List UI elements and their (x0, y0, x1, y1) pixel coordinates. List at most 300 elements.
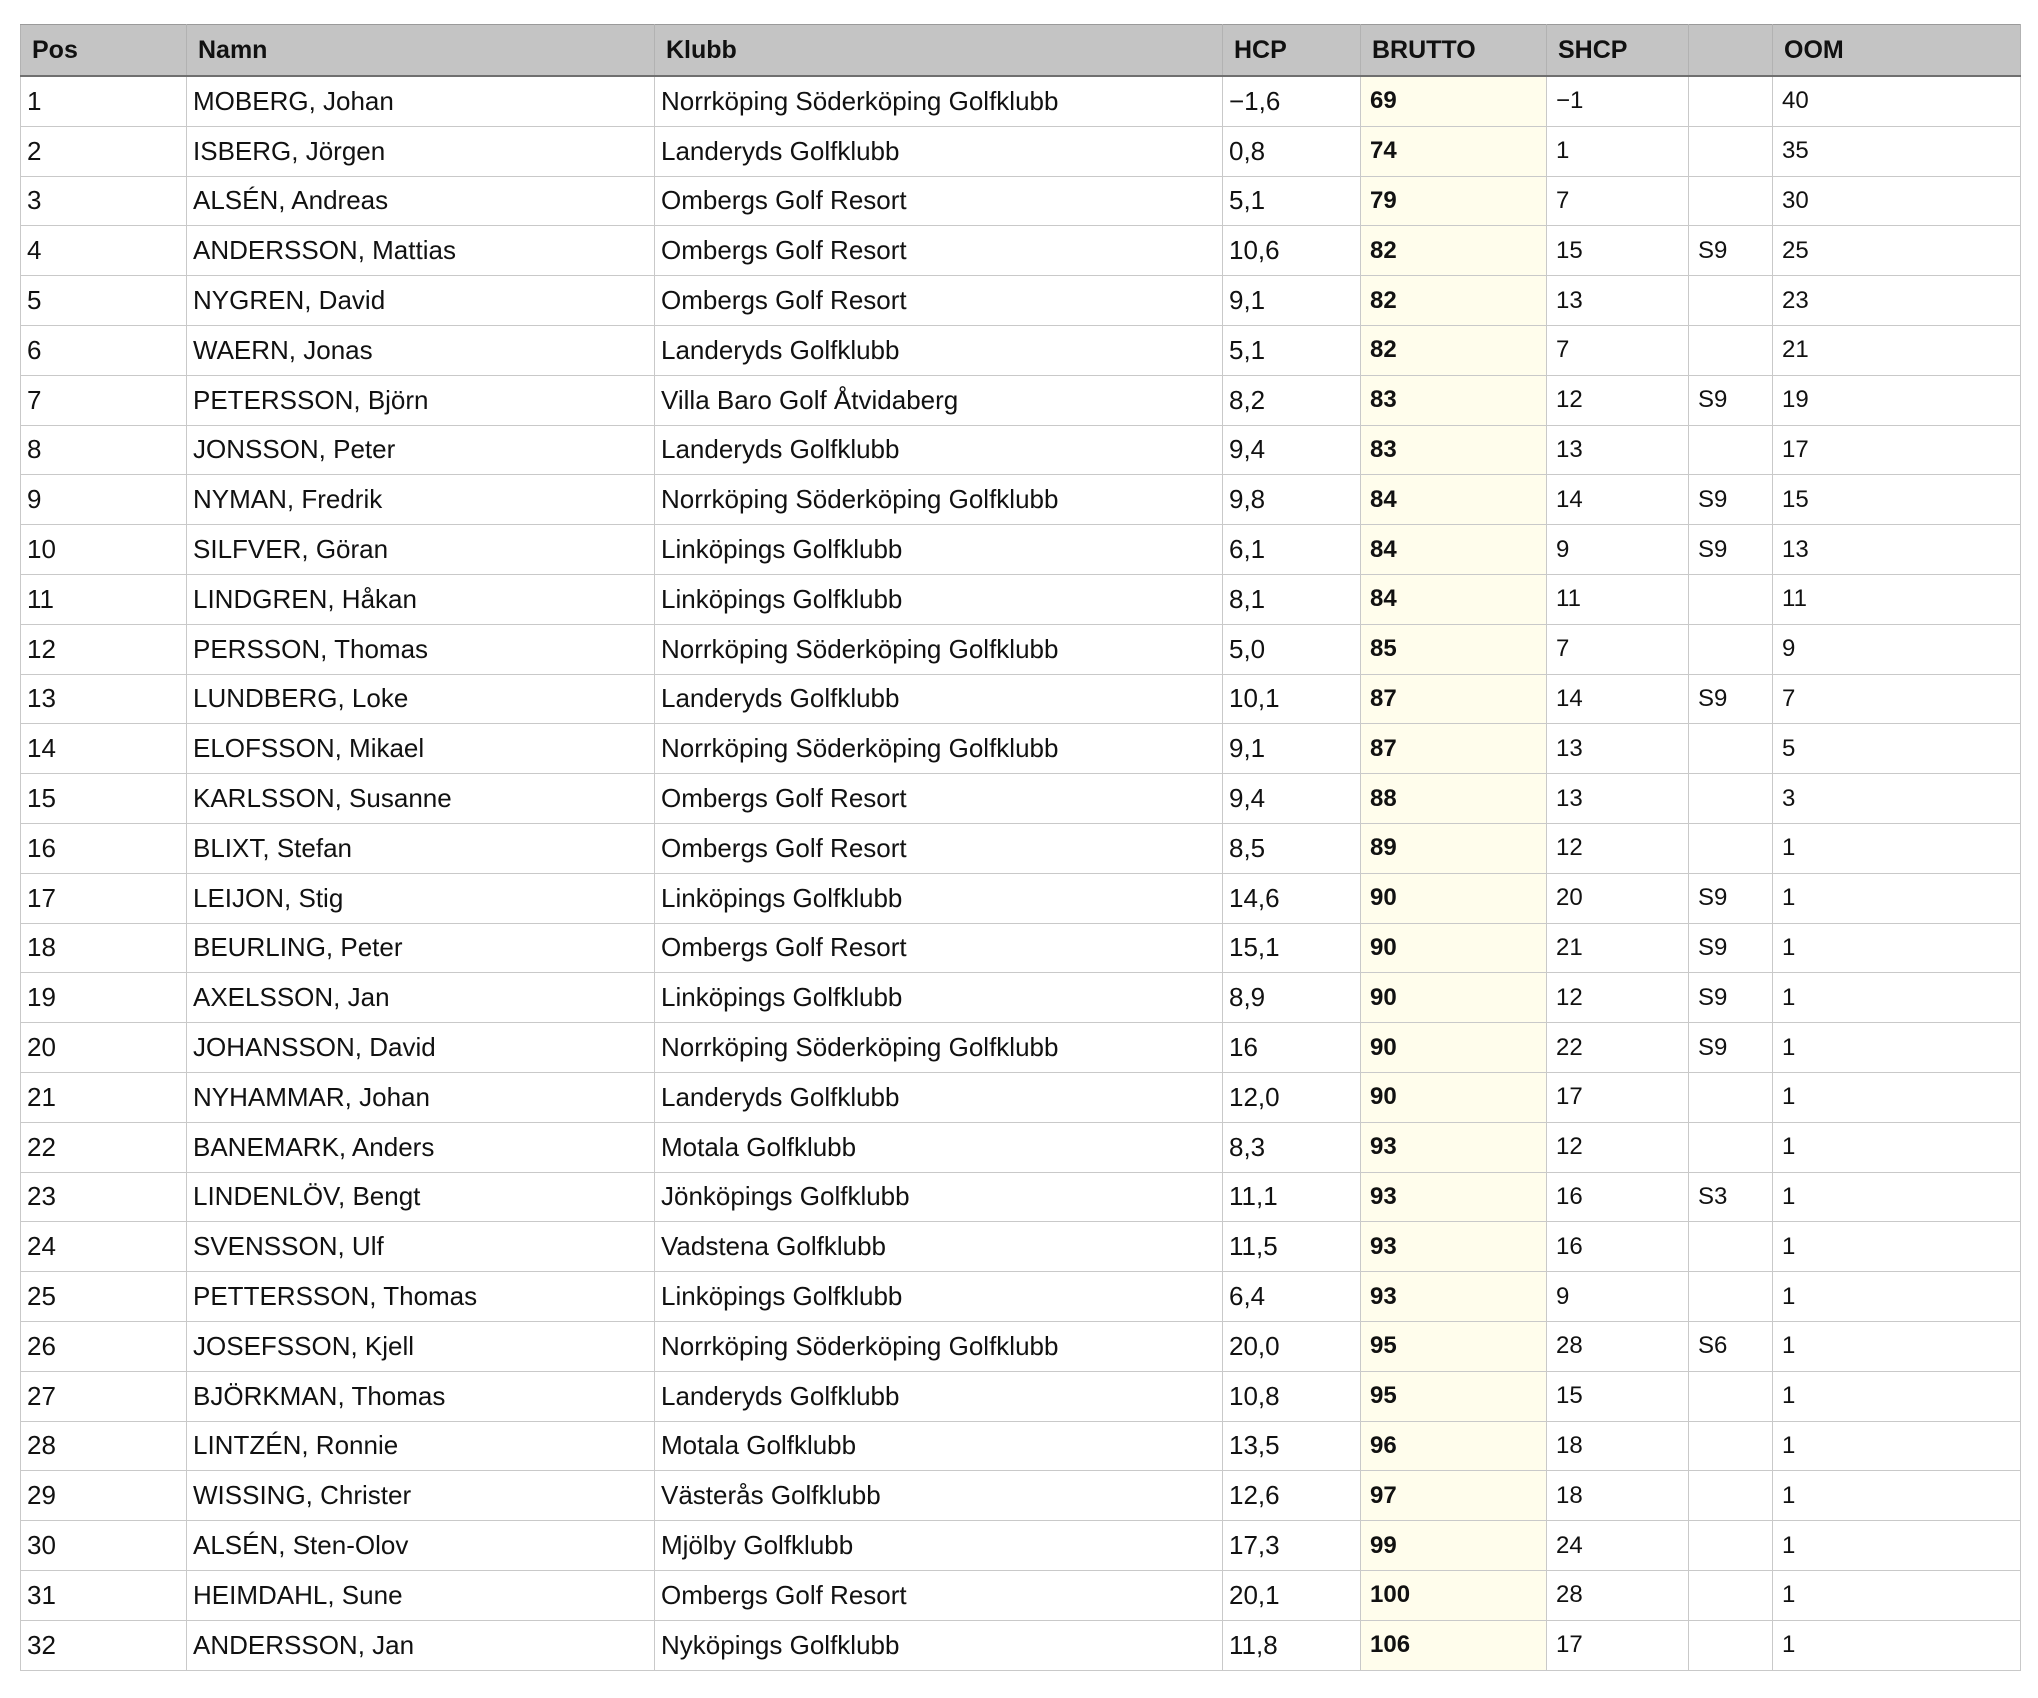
cell-extra (1689, 1421, 1773, 1471)
cell-oom: 15 (1773, 475, 2021, 525)
cell-extra: S9 (1689, 375, 1773, 425)
cell-shcp: 7 (1547, 325, 1689, 375)
cell-shcp: 21 (1547, 923, 1689, 973)
results-table (20, 24, 2021, 1671)
cell-oom: 11 (1773, 574, 2021, 624)
cell-shcp: 12 (1547, 1122, 1689, 1172)
cell-brutto: 69 (1361, 76, 1547, 126)
cell-club: Landeryds Golfklubb (655, 425, 1223, 475)
cell-name: ALSÉN, Sten-Olov (187, 1521, 655, 1571)
cell-pos: 31 (21, 1570, 187, 1620)
cell-club: Motala Golfklubb (655, 1122, 1223, 1172)
cell-brutto: 82 (1361, 226, 1547, 276)
table-row (21, 525, 2021, 575)
cell-hcp: 11,8 (1223, 1620, 1361, 1670)
cell-hcp: 6,4 (1223, 1272, 1361, 1322)
cell-extra (1689, 1272, 1773, 1322)
cell-extra (1689, 724, 1773, 774)
cell-club: Ombergs Golf Resort (655, 823, 1223, 873)
cell-name: NYGREN, David (187, 276, 655, 326)
cell-club: Linköpings Golfklubb (655, 574, 1223, 624)
table-row (21, 475, 2021, 525)
cell-extra: S9 (1689, 1023, 1773, 1073)
cell-name: WISSING, Christer (187, 1471, 655, 1521)
cell-shcp: 18 (1547, 1471, 1689, 1521)
cell-hcp: 5,1 (1223, 176, 1361, 226)
cell-extra: S3 (1689, 1172, 1773, 1222)
table-row (21, 325, 2021, 375)
cell-club: Landeryds Golfklubb (655, 674, 1223, 724)
table-body (21, 76, 2021, 1670)
cell-hcp: 9,1 (1223, 724, 1361, 774)
cell-shcp: 12 (1547, 823, 1689, 873)
cell-hcp: 10,6 (1223, 226, 1361, 276)
cell-oom: 1 (1773, 1222, 2021, 1272)
cell-shcp: 24 (1547, 1521, 1689, 1571)
table-row (21, 276, 2021, 326)
cell-oom: 35 (1773, 126, 2021, 176)
cell-hcp: 9,1 (1223, 276, 1361, 326)
cell-club: Norrköping Söderköping Golfklubb (655, 724, 1223, 774)
table-header (21, 25, 2021, 77)
cell-oom: 19 (1773, 375, 2021, 425)
table-row (21, 724, 2021, 774)
cell-shcp: 7 (1547, 624, 1689, 674)
cell-name: SVENSSON, Ulf (187, 1222, 655, 1272)
cell-name: NYMAN, Fredrik (187, 475, 655, 525)
cell-pos: 1 (21, 76, 187, 126)
cell-shcp: 16 (1547, 1222, 1689, 1272)
cell-pos: 14 (21, 724, 187, 774)
cell-extra (1689, 624, 1773, 674)
cell-oom: 1 (1773, 873, 2021, 923)
cell-club: Villa Baro Golf Åtvidaberg (655, 375, 1223, 425)
cell-brutto: 90 (1361, 973, 1547, 1023)
cell-club: Norrköping Söderköping Golfklubb (655, 1321, 1223, 1371)
cell-hcp: 5,0 (1223, 624, 1361, 674)
cell-extra (1689, 1122, 1773, 1172)
cell-extra (1689, 1521, 1773, 1571)
cell-brutto: 87 (1361, 674, 1547, 724)
cell-oom: 13 (1773, 525, 2021, 575)
cell-brutto: 99 (1361, 1521, 1547, 1571)
table-row (21, 1122, 2021, 1172)
cell-brutto: 95 (1361, 1321, 1547, 1371)
table-row (21, 425, 2021, 475)
cell-pos: 28 (21, 1421, 187, 1471)
cell-club: Landeryds Golfklubb (655, 325, 1223, 375)
cell-shcp: 20 (1547, 873, 1689, 923)
cell-club: Mjölby Golfklubb (655, 1521, 1223, 1571)
cell-brutto: 74 (1361, 126, 1547, 176)
cell-club: Vadstena Golfklubb (655, 1222, 1223, 1272)
cell-shcp: 13 (1547, 724, 1689, 774)
cell-hcp: 8,5 (1223, 823, 1361, 873)
cell-name: LINDENLÖV, Bengt (187, 1172, 655, 1222)
table-row (21, 1172, 2021, 1222)
table-row (21, 1521, 2021, 1571)
cell-club: Norrköping Söderköping Golfklubb (655, 475, 1223, 525)
cell-oom: 9 (1773, 624, 2021, 674)
cell-club: Landeryds Golfklubb (655, 126, 1223, 176)
cell-oom: 1 (1773, 1072, 2021, 1122)
cell-extra (1689, 774, 1773, 824)
cell-club: Linköpings Golfklubb (655, 525, 1223, 575)
cell-hcp: 12,0 (1223, 1072, 1361, 1122)
cell-pos: 18 (21, 923, 187, 973)
cell-shcp: 1 (1547, 126, 1689, 176)
cell-brutto: 93 (1361, 1272, 1547, 1322)
cell-extra (1689, 1072, 1773, 1122)
cell-club: Linköpings Golfklubb (655, 873, 1223, 923)
cell-pos: 8 (21, 425, 187, 475)
cell-name: JOSEFSSON, Kjell (187, 1321, 655, 1371)
cell-pos: 5 (21, 276, 187, 326)
cell-club: Ombergs Golf Resort (655, 1570, 1223, 1620)
table-row (21, 1321, 2021, 1371)
cell-extra: S9 (1689, 674, 1773, 724)
cell-extra (1689, 1570, 1773, 1620)
cell-pos: 11 (21, 574, 187, 624)
cell-club: Norrköping Söderköping Golfklubb (655, 1023, 1223, 1073)
cell-pos: 16 (21, 823, 187, 873)
cell-hcp: 6,1 (1223, 525, 1361, 575)
cell-pos: 22 (21, 1122, 187, 1172)
cell-club: Ombergs Golf Resort (655, 923, 1223, 973)
col-header-oom[interactable]: OOM (1773, 25, 2021, 77)
cell-hcp: 8,1 (1223, 574, 1361, 624)
cell-name: ANDERSSON, Jan (187, 1620, 655, 1670)
cell-brutto: 84 (1361, 574, 1547, 624)
cell-oom: 1 (1773, 1371, 2021, 1421)
cell-brutto: 93 (1361, 1222, 1547, 1272)
cell-oom: 3 (1773, 774, 2021, 824)
table-row (21, 1072, 2021, 1122)
cell-brutto: 96 (1361, 1421, 1547, 1471)
cell-pos: 19 (21, 973, 187, 1023)
cell-club: Ombergs Golf Resort (655, 276, 1223, 326)
cell-name: BJÖRKMAN, Thomas (187, 1371, 655, 1421)
cell-oom: 1 (1773, 1272, 2021, 1322)
cell-extra (1689, 574, 1773, 624)
cell-brutto: 89 (1361, 823, 1547, 873)
cell-brutto: 84 (1361, 475, 1547, 525)
cell-shcp: 16 (1547, 1172, 1689, 1222)
cell-extra (1689, 425, 1773, 475)
cell-hcp: 9,4 (1223, 774, 1361, 824)
cell-name: BANEMARK, Anders (187, 1122, 655, 1172)
cell-hcp: 8,9 (1223, 973, 1361, 1023)
cell-oom: 1 (1773, 923, 2021, 973)
table-row (21, 774, 2021, 824)
cell-club: Motala Golfklubb (655, 1421, 1223, 1471)
cell-extra: S9 (1689, 973, 1773, 1023)
cell-name: AXELSSON, Jan (187, 973, 655, 1023)
cell-hcp: 16 (1223, 1023, 1361, 1073)
cell-pos: 4 (21, 226, 187, 276)
cell-extra (1689, 1620, 1773, 1670)
cell-hcp: 8,2 (1223, 375, 1361, 425)
cell-name: WAERN, Jonas (187, 325, 655, 375)
cell-pos: 7 (21, 375, 187, 425)
cell-shcp: 14 (1547, 674, 1689, 724)
col-header-shcp[interactable]: SHCP (1547, 25, 1689, 77)
cell-pos: 24 (21, 1222, 187, 1272)
cell-club: Landeryds Golfklubb (655, 1371, 1223, 1421)
cell-pos: 10 (21, 525, 187, 575)
col-header-pos[interactable]: Pos (21, 25, 187, 77)
cell-extra: S9 (1689, 923, 1773, 973)
cell-oom: 1 (1773, 1122, 2021, 1172)
cell-pos: 3 (21, 176, 187, 226)
cell-oom: 23 (1773, 276, 2021, 326)
cell-brutto: 90 (1361, 873, 1547, 923)
cell-extra (1689, 76, 1773, 126)
cell-name: BLIXT, Stefan (187, 823, 655, 873)
cell-club: Norrköping Söderköping Golfklubb (655, 624, 1223, 674)
cell-club: Jönköpings Golfklubb (655, 1172, 1223, 1222)
table-row (21, 375, 2021, 425)
cell-hcp: −1,6 (1223, 76, 1361, 126)
cell-name: PERSSON, Thomas (187, 624, 655, 674)
cell-pos: 32 (21, 1620, 187, 1670)
cell-hcp: 11,5 (1223, 1222, 1361, 1272)
cell-club: Linköpings Golfklubb (655, 973, 1223, 1023)
cell-pos: 26 (21, 1321, 187, 1371)
cell-hcp: 8,3 (1223, 1122, 1361, 1172)
cell-shcp: 9 (1547, 1272, 1689, 1322)
cell-hcp: 10,1 (1223, 674, 1361, 724)
cell-extra: S9 (1689, 226, 1773, 276)
cell-brutto: 84 (1361, 525, 1547, 575)
cell-brutto: 82 (1361, 325, 1547, 375)
cell-pos: 25 (21, 1272, 187, 1322)
table-row (21, 226, 2021, 276)
cell-brutto: 100 (1361, 1570, 1547, 1620)
cell-brutto: 88 (1361, 774, 1547, 824)
table-row (21, 176, 2021, 226)
cell-hcp: 9,4 (1223, 425, 1361, 475)
cell-name: MOBERG, Johan (187, 76, 655, 126)
cell-oom: 1 (1773, 1321, 2021, 1371)
cell-shcp: 14 (1547, 475, 1689, 525)
table-row (21, 873, 2021, 923)
cell-hcp: 20,1 (1223, 1570, 1361, 1620)
cell-extra (1689, 126, 1773, 176)
cell-pos: 23 (21, 1172, 187, 1222)
cell-shcp: −1 (1547, 76, 1689, 126)
table-row (21, 1371, 2021, 1421)
cell-brutto: 97 (1361, 1471, 1547, 1521)
cell-pos: 21 (21, 1072, 187, 1122)
cell-oom: 30 (1773, 176, 2021, 226)
cell-oom: 7 (1773, 674, 2021, 724)
cell-name: ANDERSSON, Mattias (187, 226, 655, 276)
table-row (21, 574, 2021, 624)
cell-pos: 20 (21, 1023, 187, 1073)
cell-club: Landeryds Golfklubb (655, 1072, 1223, 1122)
table-row (21, 674, 2021, 724)
cell-name: ISBERG, Jörgen (187, 126, 655, 176)
cell-extra: S9 (1689, 525, 1773, 575)
cell-shcp: 12 (1547, 973, 1689, 1023)
cell-extra: S9 (1689, 475, 1773, 525)
cell-oom: 40 (1773, 76, 2021, 126)
cell-brutto: 83 (1361, 425, 1547, 475)
table-row (21, 126, 2021, 176)
table-row (21, 76, 2021, 126)
cell-hcp: 10,8 (1223, 1371, 1361, 1421)
cell-shcp: 22 (1547, 1023, 1689, 1073)
cell-name: ALSÉN, Andreas (187, 176, 655, 226)
cell-brutto: 82 (1361, 276, 1547, 326)
cell-brutto: 93 (1361, 1122, 1547, 1172)
cell-club: Norrköping Söderköping Golfklubb (655, 76, 1223, 126)
cell-oom: 1 (1773, 1172, 2021, 1222)
cell-brutto: 85 (1361, 624, 1547, 674)
cell-shcp: 28 (1547, 1321, 1689, 1371)
cell-oom: 25 (1773, 226, 2021, 276)
cell-pos: 2 (21, 126, 187, 176)
cell-oom: 1 (1773, 1620, 2021, 1670)
table-row (21, 823, 2021, 873)
cell-name: BEURLING, Peter (187, 923, 655, 973)
cell-hcp: 17,3 (1223, 1521, 1361, 1571)
cell-extra (1689, 1222, 1773, 1272)
cell-oom: 1 (1773, 1570, 2021, 1620)
table-row (21, 624, 2021, 674)
col-header-name[interactable]: Namn (187, 25, 655, 77)
cell-shcp: 17 (1547, 1072, 1689, 1122)
cell-name: JONSSON, Peter (187, 425, 655, 475)
table-row (21, 1023, 2021, 1073)
cell-hcp: 14,6 (1223, 873, 1361, 923)
table-row (21, 1421, 2021, 1471)
cell-hcp: 20,0 (1223, 1321, 1361, 1371)
table-row (21, 923, 2021, 973)
cell-club: Ombergs Golf Resort (655, 774, 1223, 824)
cell-shcp: 11 (1547, 574, 1689, 624)
cell-club: Ombergs Golf Resort (655, 226, 1223, 276)
col-header-brutto[interactable]: BRUTTO (1361, 25, 1547, 77)
cell-name: NYHAMMAR, Johan (187, 1072, 655, 1122)
cell-club: Västerås Golfklubb (655, 1471, 1223, 1521)
table-row (21, 1222, 2021, 1272)
header-row (21, 25, 2021, 77)
cell-brutto: 95 (1361, 1371, 1547, 1421)
cell-name: LINTZÉN, Ronnie (187, 1421, 655, 1471)
cell-brutto: 90 (1361, 923, 1547, 973)
cell-pos: 9 (21, 475, 187, 525)
cell-hcp: 12,6 (1223, 1471, 1361, 1521)
cell-hcp: 0,8 (1223, 126, 1361, 176)
cell-hcp: 9,8 (1223, 475, 1361, 525)
cell-oom: 1 (1773, 1023, 2021, 1073)
cell-name: JOHANSSON, David (187, 1023, 655, 1073)
cell-extra (1689, 1471, 1773, 1521)
col-header-extra (1689, 25, 1773, 77)
cell-oom: 1 (1773, 1521, 2021, 1571)
cell-shcp: 13 (1547, 276, 1689, 326)
cell-brutto: 90 (1361, 1072, 1547, 1122)
cell-pos: 13 (21, 674, 187, 724)
cell-club: Linköpings Golfklubb (655, 1272, 1223, 1322)
table-row (21, 1570, 2021, 1620)
cell-extra (1689, 823, 1773, 873)
cell-oom: 17 (1773, 425, 2021, 475)
cell-name: LEIJON, Stig (187, 873, 655, 923)
cell-name: ELOFSSON, Mikael (187, 724, 655, 774)
cell-name: KARLSSON, Susanne (187, 774, 655, 824)
col-header-club[interactable]: Klubb (655, 25, 1223, 77)
cell-pos: 27 (21, 1371, 187, 1421)
cell-brutto: 106 (1361, 1620, 1547, 1670)
cell-shcp: 28 (1547, 1570, 1689, 1620)
cell-name: PETERSSON, Björn (187, 375, 655, 425)
cell-shcp: 17 (1547, 1620, 1689, 1670)
cell-club: Ombergs Golf Resort (655, 176, 1223, 226)
cell-pos: 6 (21, 325, 187, 375)
cell-oom: 1 (1773, 823, 2021, 873)
cell-name: PETTERSSON, Thomas (187, 1272, 655, 1322)
cell-extra: S6 (1689, 1321, 1773, 1371)
col-header-hcp[interactable]: HCP (1223, 25, 1361, 77)
cell-brutto: 93 (1361, 1172, 1547, 1222)
cell-name: LUNDBERG, Loke (187, 674, 655, 724)
cell-extra (1689, 176, 1773, 226)
cell-pos: 17 (21, 873, 187, 923)
cell-brutto: 83 (1361, 375, 1547, 425)
table-row (21, 973, 2021, 1023)
cell-oom: 1 (1773, 973, 2021, 1023)
cell-name: SILFVER, Göran (187, 525, 655, 575)
cell-extra (1689, 276, 1773, 326)
cell-hcp: 15,1 (1223, 923, 1361, 973)
cell-shcp: 15 (1547, 226, 1689, 276)
cell-pos: 30 (21, 1521, 187, 1571)
cell-shcp: 12 (1547, 375, 1689, 425)
table-row (21, 1620, 2021, 1670)
cell-extra (1689, 1371, 1773, 1421)
cell-hcp: 11,1 (1223, 1172, 1361, 1222)
cell-hcp: 13,5 (1223, 1421, 1361, 1471)
table-row (21, 1272, 2021, 1322)
cell-extra: S9 (1689, 873, 1773, 923)
cell-pos: 12 (21, 624, 187, 674)
cell-oom: 1 (1773, 1471, 2021, 1521)
cell-pos: 29 (21, 1471, 187, 1521)
cell-shcp: 15 (1547, 1371, 1689, 1421)
cell-name: LINDGREN, Håkan (187, 574, 655, 624)
cell-brutto: 90 (1361, 1023, 1547, 1073)
cell-oom: 5 (1773, 724, 2021, 774)
cell-extra (1689, 325, 1773, 375)
cell-shcp: 13 (1547, 425, 1689, 475)
cell-shcp: 13 (1547, 774, 1689, 824)
cell-oom: 1 (1773, 1421, 2021, 1471)
cell-shcp: 18 (1547, 1421, 1689, 1471)
cell-club: Nyköpings Golfklubb (655, 1620, 1223, 1670)
cell-hcp: 5,1 (1223, 325, 1361, 375)
cell-pos: 15 (21, 774, 187, 824)
cell-shcp: 7 (1547, 176, 1689, 226)
cell-shcp: 9 (1547, 525, 1689, 575)
cell-brutto: 87 (1361, 724, 1547, 774)
table-row (21, 1471, 2021, 1521)
cell-oom: 21 (1773, 325, 2021, 375)
cell-name: HEIMDAHL, Sune (187, 1570, 655, 1620)
cell-brutto: 79 (1361, 176, 1547, 226)
